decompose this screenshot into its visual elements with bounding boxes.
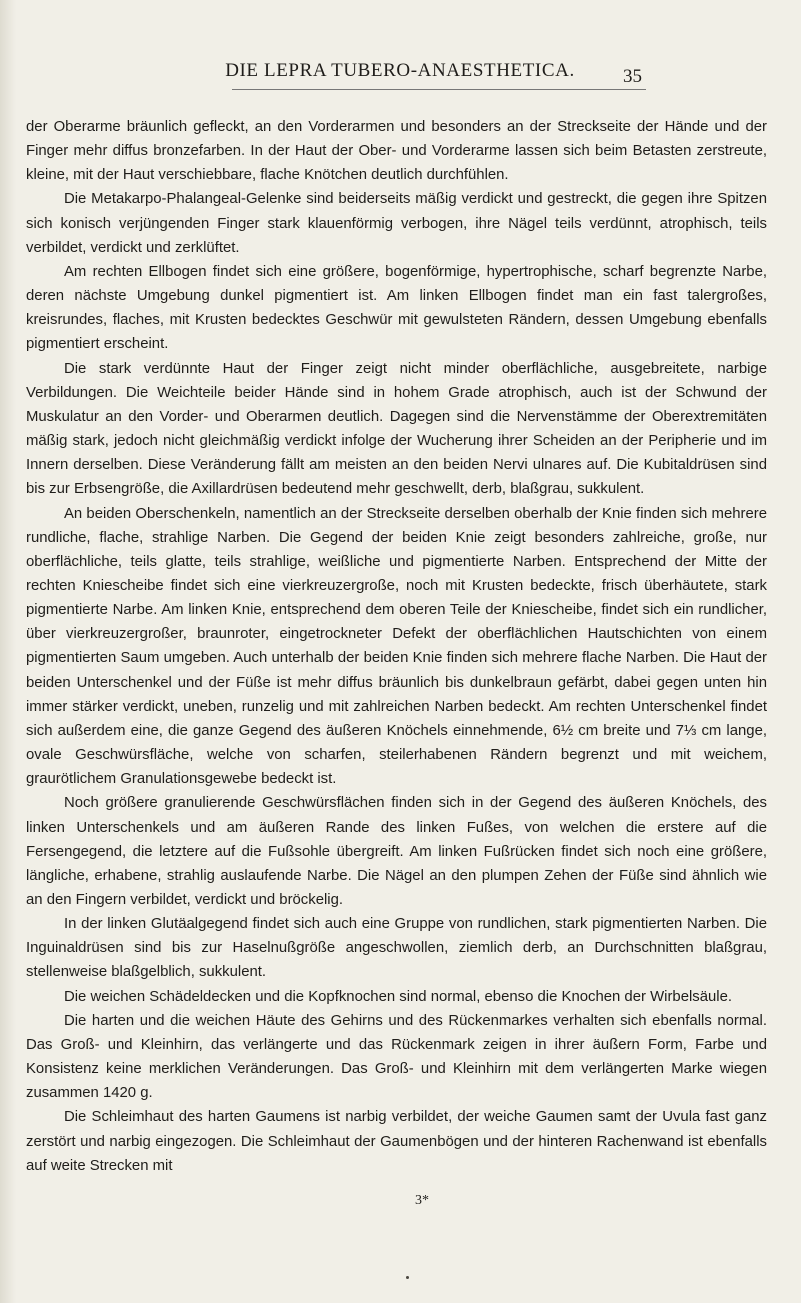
paragraph: Die Schleimhaut des harten Gaumens ist narbig verbildet, der weiche Gaumen samt der Uvula fast ganz zerstört und narbig eingezogen. Die Schleimhaut der Gaumenbögen und der hinteren Rachenwand ist ebenfalls auf weite Strecken mit xyxy=(26,1109,767,1174)
page-number: 35 xyxy=(623,66,642,87)
paragraph: Die Metakarpo-Phalangeal-Gelenke sind beiderseits mäßig verdickt und gestreckt, die gegen ihre Spitzen sich konisch verjüngenden Finger stark klauenförmig verbogen, ihre Nägel teils verdünnt, atrophisch, teils verbildet, verdickt und zerklüftet. xyxy=(26,191,767,256)
signature-mark: 3* xyxy=(415,1193,429,1208)
page-gutter-shadow xyxy=(0,0,16,1303)
print-speck xyxy=(406,1276,409,1279)
paragraph: der Oberarme bräunlich gefleckt, an den Vorderarmen und besonders an der Streckseite der Hände und der Finger mehr diffus bronzefarben. In der Haut der Ober- und Vorderarme lassen sich beim Betasten zerstreute, kleine, mit der Haut verschiebbare, flache Knötchen deutlich durchfühlen. xyxy=(26,119,767,184)
running-title: DIE LEPRA TUBERO-ANAESTHETICA. xyxy=(225,60,575,81)
paragraph: Noch größere granulierende Geschwürsflächen finden sich in der Gegend des äußeren Knöchels, des linken Unterschenkels und am äußeren Rande des linken Fußes, von welchen die erstere auf die Fersengegend, die letztere auf die Fußsohle übergreift. Am linken Fußrücken findet sich noch eine größere, längliche, erhabene, strahlig auslaufende Narbe. Die Nägel an den plumpen Zehen der Füße sind ähnlich wie an den Fingern verbildet, verdickt und bröckelig. xyxy=(26,795,767,908)
body-text xyxy=(26,115,767,1178)
header-rule xyxy=(232,89,646,90)
page-header xyxy=(0,60,801,96)
paragraph: Die stark verdünnte Haut der Finger zeigt nicht minder oberflächliche, ausgebreitete, narbige Verbildungen. Die Weichteile beider Hände sind in hohem Grade atrophisch, auch ist der Schwund der Muskulatur an den Vorder- und Oberarmen deutlich. Dagegen sind die Nervenstämme der Oberextremitäten mäßig stark, jedoch nicht gleichmäßig verdickt infolge der Wucherung ihrer Scheiden an der Peripherie und im Innern derselben. Diese Veränderung fällt am meisten an den beiden Nervi ulnares auf. Die Kubitaldrüsen sind bis zur Erbsengröße, die Axillardrüsen bedeutend mehr geschwellt, derb, blaßgrau, sukkulent. xyxy=(26,360,767,498)
paragraph: Die harten und die weichen Häute des Gehirns und des Rückenmarkes verhalten sich ebenfalls normal. Das Groß- und Kleinhirn, das verlängerte und das Rückenmark zeigen in ihrer äußern Form, Farbe und Konsistenz keine merklichen Veränderungen. Das Groß- und Kleinhirn mit dem verlängerten Marke wiegen zusammen 1420 g. xyxy=(26,1012,767,1102)
paragraph: In der linken Glutäalgegend findet sich auch eine Gruppe von rundlichen, stark pigmentierten Narben. Die Inguinaldrüsen sind bis zur Haselnußgröße angeschwollen, ziemlich derb, an Durchschnitten blaßgrau, stellenweise blaßgelblich, sukkulent. xyxy=(26,916,767,981)
paragraph: An beiden Oberschenkeln, namentlich an der Streckseite derselben oberhalb der Knie finden sich mehrere rundliche, flache, strahlige Narben. Die Gegend der beiden Knie zeigt besonders zahlreiche, große, nur oberflächliche, teils glatte, teils strahlige, weißliche und pigmentierte Narben. Entsprechend der Mitte der rechten Kniescheibe findet sich eine vierkreuzergroße, noch mit Krusten bedeckte, frisch überhäutete, stark pigmentierte Narbe. Am linken Knie, entsprechend dem oberen Teile der Kniescheibe, findet sich ein rundlicher, über vierkreuzergroßer, braunroter, eingetrockneter Defekt der oberflächlichen Hautschichten von einem pigmentierten Saum umgeben. Auch unterhalb der beiden Knie finden sich mehrere flache Narben. Die Haut der beiden Unterschenkel und der Füße ist mehr diffus bräunlich bis dunkelbraun gefärbt, dabei gegen unten hin immer stärker verdickt, uneben, runzelig und mit zahlreichen Narben bedeckt. Am rechten Unterschenkel findet sich außerdem eine, die ganze Gegend des äußeren Knöchels einnehmende, 6½ cm breite und 7⅓ cm lange, ovale Geschwürsfläche, welche von scharfen, steilerhabenen Rändern begrenzt und mit weichem, graurötlichem Granulationsgewebe bedeckt ist. xyxy=(26,505,767,788)
paragraph: Am rechten Ellbogen findet sich eine größere, bogenförmige, hypertrophische, scharf begrenzte Narbe, deren nächste Umgebung dunkel pigmentiert ist. Am linken Ellbogen findet man ein fast talergroßes, kreisrundes, flaches, mit Krusten bedecktes Geschwür mit gewulsteten Rändern, dessen Umgebung ebenfalls pigmentiert erscheint. xyxy=(26,263,767,353)
paragraph: Die weichen Schädeldecken und die Kopfknochen sind normal, ebenso die Knochen der Wirbelsäule. xyxy=(64,988,733,1005)
